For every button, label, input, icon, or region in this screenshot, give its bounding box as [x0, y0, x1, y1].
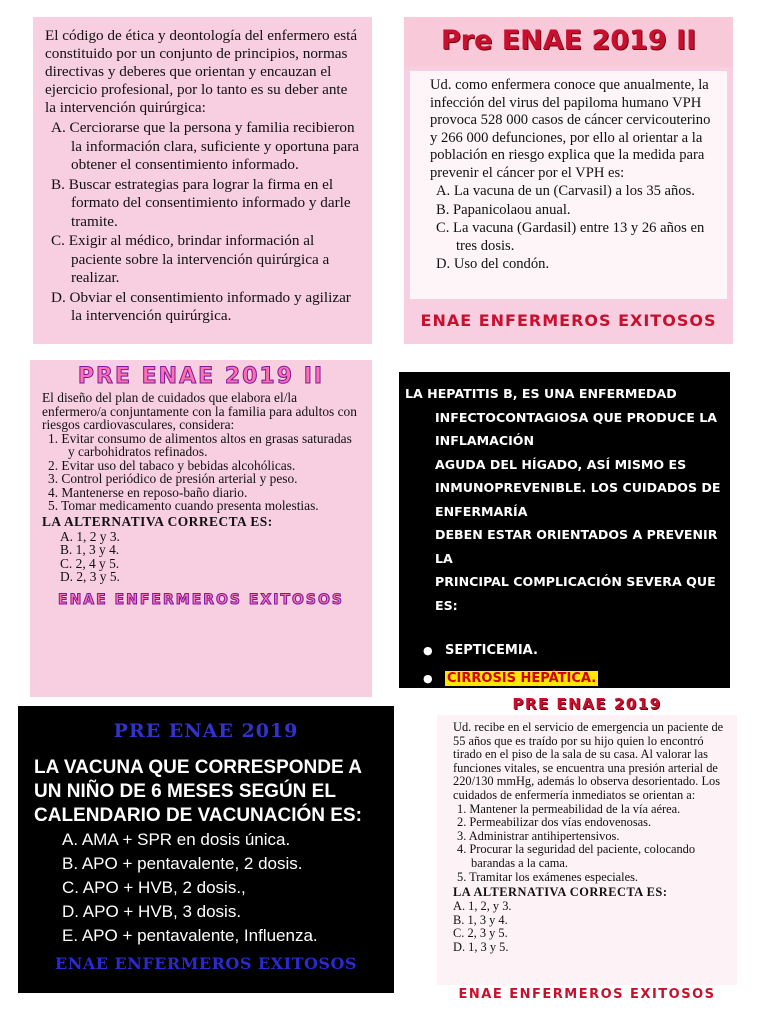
- footer-brand: ENAE ENFERMEROS EXITOSOS: [420, 311, 717, 330]
- question-line-5: DEBEN ESTAR ORIENTADOS A PREVENIR LA: [435, 527, 718, 566]
- question-card-hepatitis: [399, 372, 730, 688]
- footer-brand: ENAE ENFERMEROS EXITOSOS: [58, 591, 344, 608]
- option-a: A. Cerciorarse que la persona y familia recibieron la información clara, suficiente y oportuna para obtener el consentimiento informado.: [51, 119, 360, 173]
- question-card-cardiovascular: [30, 360, 372, 697]
- footer-brand: ENAE ENFERMEROS EXITOSOS: [55, 954, 357, 973]
- option-cirrosis: [423, 665, 730, 688]
- option-d: D. Uso del condón.: [436, 256, 550, 272]
- item-4: 4. Mantenerse en reposo-baño diario.: [48, 484, 248, 500]
- answer-d: D. 1, 3 y 5.: [453, 939, 509, 954]
- item-1: 1. Mantener la permeabilidad de la vía aérea.: [457, 801, 681, 816]
- option-a: A. La vacuna de un (Carvasil) a los 35 años.: [436, 183, 695, 199]
- option-b: B. Papanicolaou anual.: [436, 201, 571, 218]
- answer-b: B. 1, 3 y 4.: [453, 912, 508, 927]
- question-line-3: AGUDA DEL HÍGADO, ASÍ MISMO ES: [435, 456, 687, 472]
- option-c: C. La vacuna (Gardasil) entre 13 y 26 años en tres dosis.: [436, 220, 705, 254]
- answer-d: D. 2, 3 y 5.: [60, 569, 120, 584]
- banner-title: PRE ENAE 2019 II: [77, 364, 325, 389]
- item-4: 4. Procurar la seguridad del paciente, colocando barandas a la cama.: [457, 842, 696, 870]
- question-text: Ud. como enfermera conoce que anualmente, la infección del virus del papiloma humano VPH provoca 528 000 casos de cáncer cervicouterino y 266 000 defunciones, por ello al orientar a la población en riesgo explica que la medida para prevenir el cáncer por el VPH es:: [430, 77, 711, 181]
- question-text: Ud. recibe en el servicio de emergencia un paciente de 55 años que es traído por su hijo quien lo encontró tirado en el piso de la sala de su casa. Al valorar las funciones vitales, se encuentra una presión arterial de 220/130 mmHg, además lo observa desorientado. Los cuidados de enfermería inmediatos se orientan a:: [453, 720, 724, 802]
- answer-a: A. 1, 2 y 3.: [60, 528, 120, 544]
- answer-b: B. 1, 3 y 4.: [60, 542, 120, 557]
- item-5: 5. Tramitar los exámenes especiales.: [457, 869, 638, 884]
- answer-c: C. 2, 3 y 5.: [453, 926, 508, 941]
- highlighted-answer: CIRROSIS HEPÁTICA.: [447, 671, 597, 686]
- option-e: E. APO + pentavalente, Influenza.: [62, 926, 318, 945]
- question-text: El código de ética y deontología del enfermero está constituido por un conjunto de principios, normas directivas y deberes que orientan y encauzan el ejercicio profesional, por lo tanto es su deber ante la intervención quirúrgica:: [45, 27, 358, 116]
- option-septicemia: ● SEPTICEMIA.: [423, 637, 730, 665]
- options-list: [399, 617, 730, 688]
- option-b: B. Buscar estrategias para lograr la firma en el formato del consentimiento informado y darle tramite.: [51, 175, 351, 230]
- banner-title: Pre ENAE 2019 II: [440, 25, 697, 56]
- question-text: [399, 372, 730, 617]
- question-card-emergency: [437, 695, 737, 1000]
- option-d: D. Obviar el consentimiento informado y agilizar la intervención quirúrgica.: [51, 288, 351, 324]
- option-d: D. APO + HVB, 3 dosis.: [62, 902, 242, 921]
- question-line-1: LA HEPATITIS B, ES UNA ENFERMEDAD: [405, 386, 677, 401]
- footer-brand: ENAE ENFERMEROS EXITOSOS: [437, 985, 737, 1000]
- question-text: El diseño del plan de cuidados que elabora el/la enfermero/a conjuntamente con la familia para adultos con riesgos cardiovasculares, considera:: [42, 390, 357, 432]
- answer-c: C. 2, 4 y 5.: [60, 555, 120, 571]
- question-card-vph: [404, 17, 733, 344]
- answer-a: A. 1, 2, y 3.: [453, 899, 512, 914]
- banner-title: PRE ENAE 2019: [512, 695, 662, 713]
- option-c: C. Exigir al médico, brindar información al paciente sobre la intervención quirúrgica a realizar.: [51, 232, 330, 286]
- item-3: 3. Control periódico de presión arterial y peso.: [48, 471, 298, 486]
- question-line-4: INMUNOPREVENIBLE. LOS CUIDADOS DE ENFERMARÍA: [435, 480, 721, 519]
- item-2: 2. Permeabilizar dos vías endovenosas.: [457, 815, 652, 830]
- question-text: LA VACUNA QUE CORRESPONDE A UN NIÑO DE 6 MESES SEGÚN EL CALENDARIO DE VACUNACIÓN ES:: [34, 757, 362, 826]
- item-2: 2. Evitar uso del tabaco y bebidas alcohólicas.: [48, 457, 296, 473]
- option-a: A. AMA + SPR en dosis única.: [62, 830, 291, 849]
- item-5: 5. Tomar medicamento cuando presenta molestias.: [48, 498, 319, 513]
- question-line-6: PRINCIPAL COMPLICACIÓN SEVERA QUE ES:: [435, 574, 716, 613]
- answers-heading: LA ALTERNATIVA CORRECTA ES:: [42, 513, 273, 529]
- banner-title: PRE ENAE 2019: [113, 720, 299, 742]
- item-3: 3. Administrar antihipertensivos.: [457, 828, 620, 843]
- option-c: C. APO + HVB, 2 dosis.,: [62, 878, 246, 897]
- answers-heading: LA ALTERNATIVA CORRECTA ES:: [453, 885, 668, 900]
- item-1: 1. Evitar consumo de alimentos altos en grasas saturadas y carbohidratos refinados.: [48, 430, 352, 459]
- option-b: B. APO + pentavalente, 2 dosis.: [62, 854, 303, 873]
- question-line-2: INFECTOCONTAGIOSA QUE PRODUCE LA INFLAMACIÓN: [435, 409, 717, 448]
- question-card-vaccine: [18, 706, 394, 993]
- question-card-ethics: [33, 17, 372, 344]
